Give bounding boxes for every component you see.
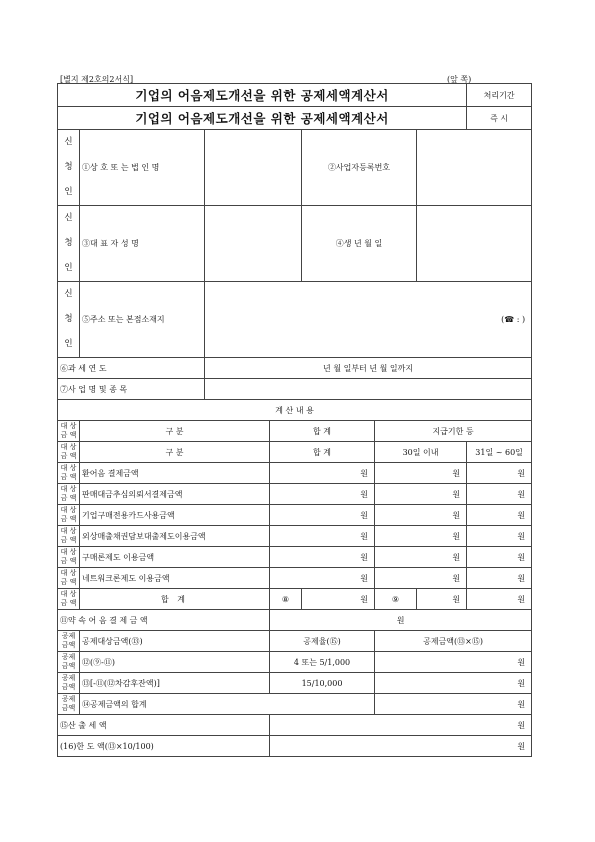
within-30-field[interactable]: 원 xyxy=(375,547,467,568)
address-label: ⑤주소 또는 본점소재지 xyxy=(80,282,205,358)
processing-period-label: 처리기간 xyxy=(467,84,532,107)
row-label: 기업구매전용카드사용금액 xyxy=(80,505,270,526)
within-30-field[interactable]: 원 xyxy=(375,463,467,484)
deduction-rate-1: 4 또는 5/1,000 xyxy=(270,652,375,673)
total-amount-field[interactable]: 원 xyxy=(270,463,375,484)
tax-year-label: ⑥과 세 연 도 xyxy=(58,358,205,379)
table-row xyxy=(58,484,532,505)
31-60-field[interactable]: 원 xyxy=(467,505,532,526)
total-amount-field[interactable]: 원 xyxy=(270,547,375,568)
31-60-field[interactable]: 원 xyxy=(467,547,532,568)
col-within-30-days: 30일 이내 xyxy=(375,442,467,463)
table-row xyxy=(58,463,532,484)
col-category: 구 분 xyxy=(80,421,270,442)
col-31-60-days: 31일 ~ 60일 xyxy=(467,442,532,463)
31-60-field[interactable]: 원 xyxy=(467,526,532,547)
mark-8: ⑧ xyxy=(270,589,302,610)
table-row xyxy=(58,505,532,526)
company-name-field[interactable] xyxy=(205,130,302,206)
col-total: 합 계 xyxy=(270,421,375,442)
target-label: 대 상 금 액 xyxy=(58,442,80,463)
processing-period-value: 즉 시 xyxy=(467,107,532,130)
birth-date-label: ④생 년 월 일 xyxy=(302,206,417,282)
address-field[interactable] xyxy=(205,282,532,358)
sum-label: 합 계 xyxy=(80,589,270,610)
applicant-vert-label: 신 청 인 xyxy=(58,282,80,358)
row-label: 외상매출채권담보대출제도이용금액 xyxy=(80,526,270,547)
business-type-label: ⑦사 업 명 및 종 목 xyxy=(58,379,205,400)
deduction-target-2: ⑬[-⑪(⑫차감후잔액)] xyxy=(80,673,270,694)
total-amount-field[interactable]: 원 xyxy=(270,484,375,505)
tax-year-field[interactable]: 년 월 일부터 년 월 일까지 xyxy=(205,358,532,379)
target-label: 대 상 금 액 xyxy=(58,463,80,484)
deduction-sum-label: ⑭공제금액의 합계 xyxy=(80,694,375,715)
form-title: 기업의 어음제도개선을 위한 공제세액계산서 xyxy=(58,84,467,107)
col-total: 합 계 xyxy=(270,442,375,463)
table-row xyxy=(58,547,532,568)
col-deduction-target: 공제대상금액(⑬) xyxy=(80,631,270,652)
sum-within-30-field[interactable]: 원 xyxy=(417,589,467,610)
form-title-repeat: 기업의 어음제도개선을 위한 공제세액계산서 xyxy=(58,107,467,130)
calculated-tax-label: ⑮산 출 세 액 xyxy=(58,715,270,736)
company-name-label: ①상 호 또 는 법 인 명 xyxy=(80,130,205,206)
deduction-row-label: 공제금액 xyxy=(58,673,80,694)
within-30-field[interactable]: 원 xyxy=(375,505,467,526)
mark-9: ⑨ xyxy=(375,589,417,610)
calculated-tax-field[interactable]: 원 xyxy=(270,715,532,736)
business-number-field[interactable] xyxy=(417,130,532,206)
target-label: 대 상 금 액 xyxy=(58,589,80,610)
target-label: 대 상 금 액 xyxy=(58,421,80,442)
col-payment-period: 지급기한 등 xyxy=(375,421,532,442)
deduction-amount-1[interactable]: 원 xyxy=(375,652,532,673)
business-number-label: ②사업자등록번호 xyxy=(302,130,417,206)
table-row xyxy=(58,526,532,547)
business-type-field[interactable] xyxy=(205,379,532,400)
sum-row xyxy=(58,589,532,610)
representative-label: ③대 표 자 성 명 xyxy=(80,206,205,282)
promissory-note-label: ⑪약 속 어 음 결 제 금 액 xyxy=(58,610,270,631)
limit-amount-label: (16)한 도 액(⑬×10/100) xyxy=(58,736,270,757)
birth-date-field[interactable] xyxy=(417,206,532,282)
row-label: 판매대금추심의뢰서결제금액 xyxy=(80,484,270,505)
total-amount-field[interactable]: 원 xyxy=(270,526,375,547)
sum-total-field[interactable]: 원 xyxy=(302,589,375,610)
phone-label: (☎ : ) xyxy=(501,315,526,324)
calc-title: 계 산 내 용 xyxy=(58,400,532,421)
promissory-note-field[interactable]: 원 xyxy=(270,610,532,631)
representative-field[interactable] xyxy=(205,206,302,282)
col-deduction-rate: 공제율(⑮) xyxy=(270,631,375,652)
deduction-target-1: ⑫(⑨-⑪) xyxy=(80,652,270,673)
within-30-field[interactable]: 원 xyxy=(375,568,467,589)
target-label: 대 상 금 액 xyxy=(58,526,80,547)
31-60-field[interactable]: 원 xyxy=(467,484,532,505)
deduction-rate-2: 15/10,000 xyxy=(270,673,375,694)
deduction-sum-field[interactable]: 원 xyxy=(375,694,532,715)
deduction-row-label: 공제금액 xyxy=(58,652,80,673)
row-label: 구매론제도 이용금액 xyxy=(80,547,270,568)
table-row xyxy=(58,568,532,589)
applicant-vert-label: 신 청 인 xyxy=(58,130,80,206)
form-tag: [별지 제2호의2서식] xyxy=(60,75,134,84)
deduction-amount-2[interactable]: 원 xyxy=(375,673,532,694)
total-amount-field[interactable]: 원 xyxy=(270,568,375,589)
total-amount-field[interactable]: 원 xyxy=(270,505,375,526)
target-label: 대 상 금 액 xyxy=(58,568,80,589)
within-30-field[interactable]: 원 xyxy=(375,484,467,505)
row-label: 환어음 결제금액 xyxy=(80,463,270,484)
sum-31-60-field[interactable]: 원 xyxy=(467,589,532,610)
31-60-field[interactable]: 원 xyxy=(467,463,532,484)
within-30-field[interactable]: 원 xyxy=(375,526,467,547)
deduction-calculation-form xyxy=(57,83,532,757)
page-side-label: (앞 쪽) xyxy=(447,75,472,84)
31-60-field[interactable]: 원 xyxy=(467,568,532,589)
target-label: 대 상 금 액 xyxy=(58,484,80,505)
target-label: 대 상 금 액 xyxy=(58,505,80,526)
col-deduction-amount: 공제금액(⑬×⑮) xyxy=(375,631,532,652)
row-label: 네트워크론제도 이용금액 xyxy=(80,568,270,589)
applicant-vert-label: 신 청 인 xyxy=(58,206,80,282)
target-label: 대 상 금 액 xyxy=(58,547,80,568)
deduction-row-label: 공제금액 xyxy=(58,631,80,652)
col-category: 구 분 xyxy=(80,442,270,463)
limit-amount-field[interactable]: 원 xyxy=(270,736,532,757)
deduction-row-label: 공제금액 xyxy=(58,694,80,715)
